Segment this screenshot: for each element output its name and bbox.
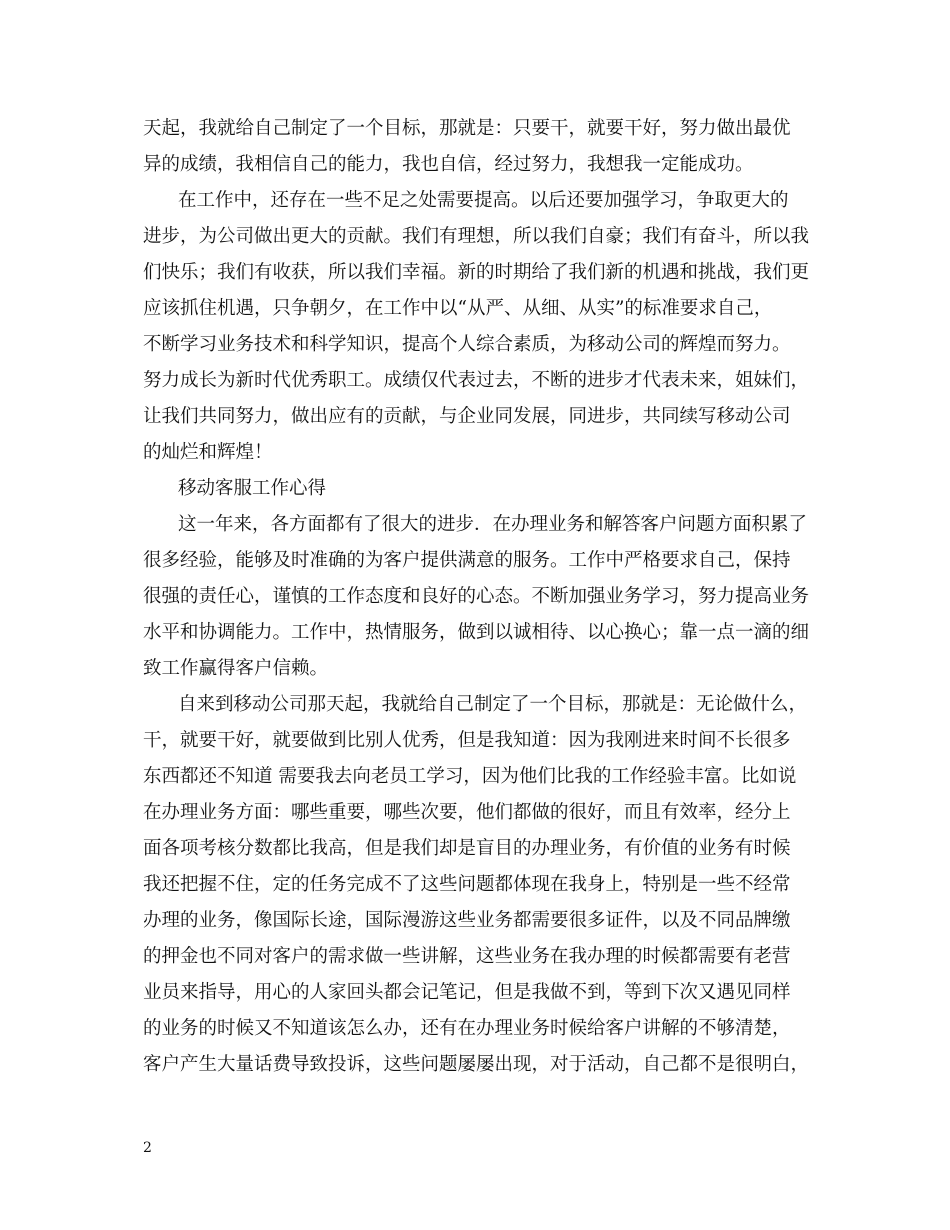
body-text-line: 自来到移动公司那天起，我就给自己制定了一个目标，那就是：无论做什么， — [178, 694, 808, 715]
body-text-line: 在工作中，还存在一些不足之处需要提高。以后还要加强学习，争取更大的 — [178, 190, 789, 211]
body-text-line: 水平和协调能力。工作中，热情服务，做到以诚相待、以心换心；靠一点一滴的细 — [143, 622, 810, 643]
body-text-line: 进步，为公司做出更大的贡献。我们有理想，所以我们自豪；我们有奋斗，所以我 — [143, 226, 810, 247]
body-text-line: 很多经验，能够及时准确的为客户提供满意的服务。工作中严格要求自己，保持 — [143, 550, 791, 571]
page-number: 2 — [143, 1140, 152, 1156]
body-text-line: 们快乐；我们有收获，所以我们幸福。新的时期给了我们新的机遇和挑战，我们更 — [143, 262, 810, 283]
body-text-line: 很强的责任心，谨慎的工作态度和良好的心态。不断加强业务学习，努力提高业务 — [143, 586, 810, 607]
body-text-line: 干，就要干好，就要做到比别人优秀，但是我知道：因为我刚进来时间不长很多 — [143, 730, 791, 751]
section-heading: 移动客服工作心得 — [178, 478, 327, 499]
body-text-line: 东西都还不知道 需要我去向老员工学习，因为他们比我的工作经验丰富。比如说 — [143, 766, 797, 787]
body-text-line: 的灿烂和辉煌！ — [143, 442, 273, 463]
body-text-line: 客户产生大量话费导致投诉，这些问题屡屡出现，对于活动，自己都不是很明白， — [143, 1054, 810, 1075]
body-text-line: 不断学习业务技术和科学知识，提高个人综合素质，为移动公司的辉煌而努力。 — [143, 334, 791, 355]
body-text-line: 的押金也不同对客户的需求做一些讲解，这些业务在我办理的时候都需要有老营 — [143, 946, 791, 967]
body-text-line: 致工作赢得客户信赖。 — [143, 658, 329, 679]
body-text-line: 我还把握不住，定的任务完成不了这些问题都体现在我身上，特别是一些不经常 — [143, 874, 791, 895]
body-text-line: 业员来指导，用心的人家回头都会记笔记，但是我做不到，等到下次又遇见同样 — [143, 982, 791, 1003]
body-text-line: 应该抓住机遇，只争朝夕，在工作中以“从严、从细、从实”的标准要求自己， — [143, 298, 773, 319]
body-text-line: 努力成长为新时代优秀职工。成绩仅代表过去，不断的进步才代表未来，姐妹们， — [143, 370, 810, 391]
body-text-line: 这一年来，各方面都有了很大的进步．在办理业务和解答客户问题方面积累了 — [178, 514, 808, 535]
body-text-line: 的业务的时候又不知道该怎么办，还有在办理业务时候给客户讲解的不够清楚， — [143, 1018, 791, 1039]
body-text-line: 面各项考核分数都比我高，但是我们却是盲目的办理业务，有价值的业务有时候 — [143, 838, 791, 859]
body-text-line: 在办理业务方面：哪些重要，哪些次要，他们都做的很好，而且有效率，经分上 — [143, 802, 791, 823]
body-text-line: 让我们共同努力，做出应有的贡献，与企业同发展，同进步，共同续写移动公司 — [143, 406, 791, 427]
body-text-line: 异的成绩，我相信自己的能力，我也自信，经过努力，我想我一定能成功。 — [143, 154, 754, 175]
body-text-line: 天起，我就给自己制定了一个目标，那就是：只要干，就要干好，努力做出最优 — [143, 118, 791, 139]
body-text-line: 办理的业务，像国际长途，国际漫游这些业务都需要很多证件，以及不同品牌缴 — [143, 910, 791, 931]
